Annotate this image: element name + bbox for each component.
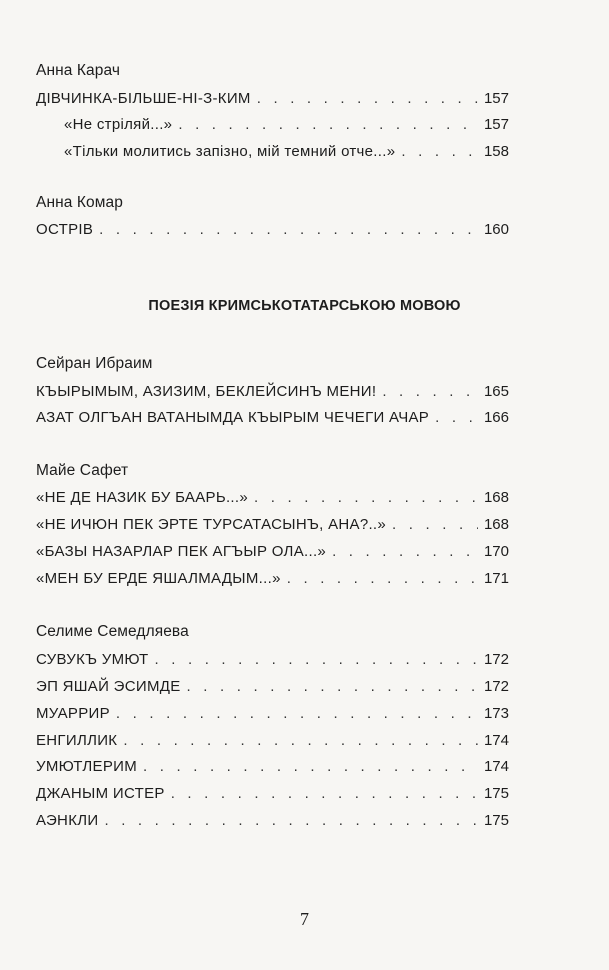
entry-title: ЕНГИЛЛИК (36, 732, 118, 749)
dot-leader (257, 90, 478, 107)
dot-leader (116, 705, 478, 722)
toc-entry (36, 409, 509, 426)
toc-entry (36, 785, 509, 802)
entry-page: 157 (483, 116, 509, 133)
author-name: Сейран Ибраим (36, 355, 153, 372)
entry-page: 165 (483, 383, 509, 400)
entry-title: КЪЫРЫМЫМ, АЗИЗИМ, БЕКЛЕЙСИНЪ МЕНИ! (36, 383, 377, 400)
entry-title: МУАРРИР (36, 705, 110, 722)
entry-title: «Не стріляй...» (64, 116, 173, 133)
entry-title: СУВУКЪ УМЮТ (36, 651, 149, 668)
dot-leader (254, 489, 478, 506)
toc-entry (36, 489, 509, 506)
toc-entry (36, 516, 509, 533)
toc-entry (36, 570, 509, 587)
page-number: 7 (300, 909, 309, 929)
toc-entry (36, 678, 509, 695)
dot-leader (154, 651, 477, 668)
entry-title: ДЖАНЫМ ИСТЕР (36, 785, 165, 802)
entry-title: «НЕ ДЕ НАЗИК БУ БААРЬ...» (36, 489, 249, 506)
toc-entry (36, 812, 509, 829)
entry-page: 166 (483, 409, 509, 426)
dot-leader (171, 785, 478, 802)
entry-page: 157 (483, 90, 509, 107)
entry-page: 171 (483, 570, 509, 587)
entry-page: 175 (483, 812, 509, 829)
entry-page: 175 (483, 785, 509, 802)
dot-leader (143, 758, 478, 775)
dot-leader (401, 143, 478, 160)
entry-title: «НЕ ИЧЮН ПЕК ЭРТЕ ТУРСАТАСЫНЪ, АНА?..» (36, 516, 387, 533)
dot-leader (123, 732, 478, 749)
toc-entry (36, 758, 509, 775)
dot-leader (332, 543, 478, 560)
dot-leader (99, 221, 478, 238)
author-name: Майе Сафет (36, 462, 129, 479)
dot-leader (382, 383, 478, 400)
entry-title: «МЕН БУ ЕРДЕ ЯШАЛМАДЫМ...» (36, 570, 281, 587)
entry-page: 158 (483, 143, 509, 160)
toc-entry (36, 90, 509, 107)
author-name: Селиме Семедляева (36, 623, 189, 640)
entry-page: 168 (483, 489, 509, 506)
toc-entry (36, 651, 509, 668)
toc-entry (64, 143, 509, 160)
dot-leader (187, 678, 478, 695)
entry-page: 172 (483, 678, 509, 695)
entry-title: АЗАТ ОЛГЪАН ВАТАНЫМДА КЪЫРЫМ ЧЕЧЕГИ АЧАР (36, 409, 430, 426)
entry-title: ОСТРІВ (36, 221, 94, 238)
dot-leader (104, 812, 478, 829)
entry-title: «Тільки молитись запізно, мій темний отче...» (64, 143, 396, 160)
entry-title: ЭП ЯШАЙ ЭСИМДЕ (36, 678, 181, 695)
entry-page: 173 (483, 705, 509, 722)
entry-title: «БАЗЫ НАЗАРЛАР ПЕК АГЪЫР ОЛА...» (36, 543, 327, 560)
toc-entry (64, 116, 509, 133)
author-name: Анна Комар (36, 194, 123, 211)
entry-page: 160 (483, 221, 509, 238)
entry-page: 174 (483, 758, 509, 775)
entry-page: 168 (483, 516, 509, 533)
toc-entry (36, 705, 509, 722)
toc-entry (36, 732, 509, 749)
author-name: Анна Карач (36, 62, 121, 79)
dot-leader (435, 409, 478, 426)
entry-title: АЭНКЛИ (36, 812, 99, 829)
entry-page: 172 (483, 651, 509, 668)
toc-entry (36, 221, 509, 238)
toc-entry (36, 543, 509, 560)
dot-leader (178, 116, 478, 133)
dot-leader (392, 516, 478, 533)
entry-title: ДІВЧИНКА-БІЛЬШЕ-НІ-З-КИМ (36, 90, 251, 107)
toc-entry (36, 383, 509, 400)
section-title: ПОЕЗІЯ КРИМСЬКОТАТАРСЬКОЮ МОВОЮ (148, 298, 461, 314)
entry-page: 174 (483, 732, 509, 749)
dot-leader (287, 570, 478, 587)
entry-page: 170 (483, 543, 509, 560)
entry-title: УМЮТЛЕРИМ (36, 758, 137, 775)
